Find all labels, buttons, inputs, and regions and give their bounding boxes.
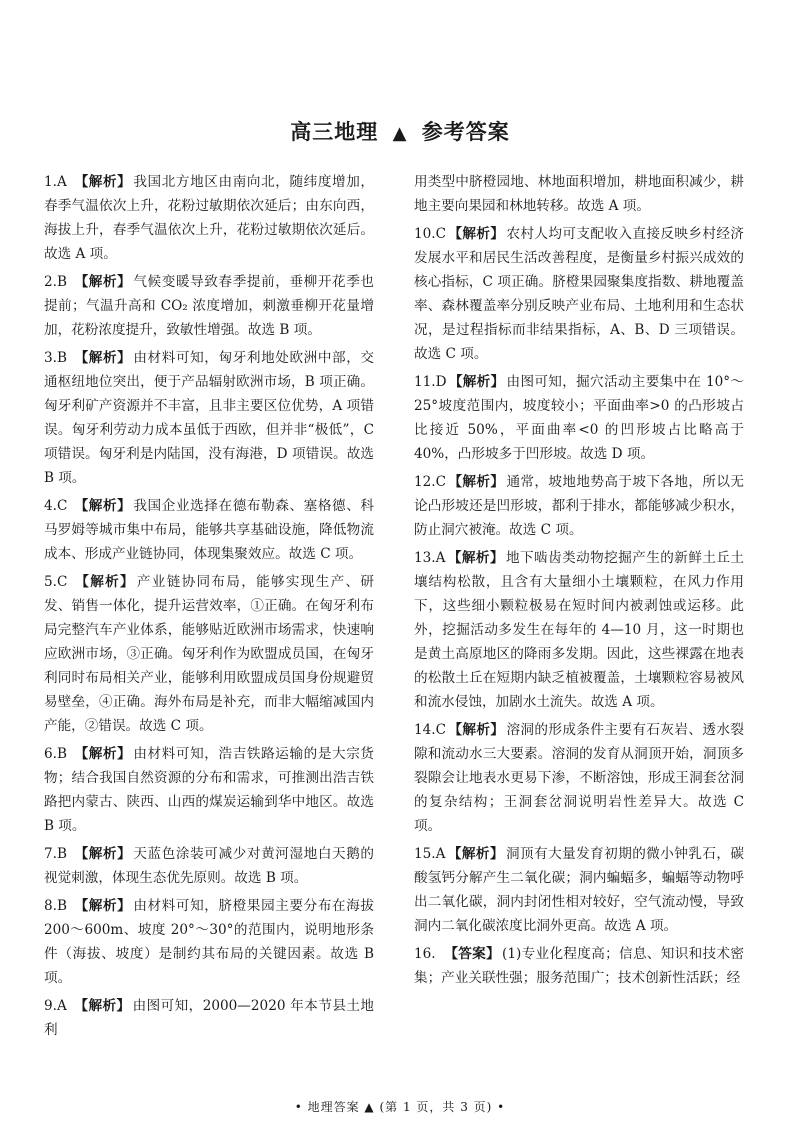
answer-number: 3.B bbox=[44, 350, 67, 366]
answer-item bbox=[44, 346, 374, 490]
answer-item bbox=[44, 842, 374, 890]
answer-text: 由图可知，2000—2020 年本节县土地利 bbox=[44, 998, 374, 1038]
answer-tag: 【解析】 bbox=[448, 226, 505, 242]
answer-tag: 【解析】 bbox=[448, 474, 505, 490]
answer-tag: 【解析】 bbox=[447, 550, 504, 566]
answer-number: 7.B bbox=[44, 846, 67, 862]
answer-number: 9.A bbox=[44, 998, 67, 1014]
answer-text: 由图可知，掘穴活动主要集中在 10°～25°坡度范围内，坡度较小；平面曲率>0 的凸形坡占比接近 50%，平面曲率<0 的凹形坡占比略高于 40%，凸形坡多于凹形坡。故选 D 项。 bbox=[414, 374, 745, 462]
answer-number: 12.C bbox=[414, 474, 447, 490]
answer-number: 4.C bbox=[44, 498, 68, 514]
answer-number: 15.A bbox=[414, 846, 446, 862]
answer-tag: 【解析】 bbox=[74, 746, 132, 762]
answer-text: 溶洞的形成条件主要有石灰岩、透水裂隙和流动水三大要素。溶洞的发育从洞顶开始，洞顶多裂隙会让地表水更易下渗，不断溶蚀，形成王洞套岔洞的复杂结构；王洞套岔洞说明岩性差异大。故选 C 项。 bbox=[414, 722, 745, 834]
answer-text: 由材料可知，浩吉铁路运输的是大宗货物；结合我国自然资源的分布和需求，可推测出浩吉铁路把内蒙古、陕西、山西的煤炭运输到华中地区。故选 B 项。 bbox=[44, 746, 374, 834]
page-title bbox=[0, 116, 800, 146]
answer-tag: 【解析】 bbox=[74, 898, 132, 914]
answer-item bbox=[414, 170, 744, 218]
answer-item bbox=[414, 470, 744, 542]
answer-number: 8.B bbox=[44, 898, 67, 914]
answer-number: 5.C bbox=[44, 574, 68, 590]
answer-number: 11.D bbox=[414, 374, 447, 390]
answer-text: 气候变暖导致春季提前，垂柳开花季也提前；气温升高和 CO₂ 浓度增加，刺激垂柳开花量增加，花粉浓度提升，致敏性增强。故选 B 项。 bbox=[44, 274, 374, 338]
answer-item bbox=[44, 170, 374, 266]
answer-text: 洞顶有大量发育初期的微小钟乳石，碳酸氢钙分解产生二氧化碳；洞内蝙蝠多，蝙蝠等动物呼出二氧化碳，洞内封闭性相对较好，空气流动慢，导致洞内二氧化碳浓度比洞外更高。故选 A 项。 bbox=[414, 846, 745, 934]
answer-tag: 【解析】 bbox=[74, 574, 135, 590]
answer-text: 由材料可知，匈牙利地处欧洲中部，交通枢纽地位突出，便于产品辐射欧洲市场，B 项正确。匈牙利矿产资源并不丰富，且非主要区位优势，A 项错误。匈牙利劳动力成本虽低于西欧，但并非“极低”，C 项错误。匈牙利是内陆国，没有海港，D 项错误。故选 B 项。 bbox=[44, 350, 374, 486]
answer-item bbox=[414, 718, 744, 838]
answer-text: 我国企业选择在德布勒森、塞格德、科马罗姆等城市集中布局，能够共享基础设施，降低物流成本、形成产业链协同，体现集聚效应。故选 C 项。 bbox=[44, 498, 374, 562]
answer-number: 10.C bbox=[414, 226, 447, 242]
answer-item bbox=[414, 942, 744, 990]
answer-tag: 【解析】 bbox=[448, 722, 505, 738]
answer-tag: 【解析】 bbox=[74, 174, 132, 190]
answer-text: 天蓝色涂装可减少对黄河湿地白天鹅的视觉刺激，体现生态优先原则。故选 B 项。 bbox=[44, 846, 374, 886]
answer-tag: 【解析】 bbox=[74, 846, 132, 862]
subtitle-text: 参考答案 bbox=[421, 120, 510, 144]
triangle-symbol: ▲ bbox=[392, 123, 408, 144]
answer-text: 我国北方地区由南向北，随纬度增加，春季气温依次上升，花粉过敏期依次延后；由东向西，海拔上升，春季气温依次上升，花粉过敏期依次延后。故选 A 项。 bbox=[44, 174, 374, 262]
answer-text: 通常，坡地地势高于坡下各地，所以无论凸形坡还是凹形坡，都利于排水，都能够减少积水，防止洞穴被淹。故选 C 项。 bbox=[414, 474, 745, 538]
answer-item bbox=[44, 494, 374, 566]
answer-item bbox=[44, 994, 374, 1042]
answer-text: 用类型中脐橙园地、林地面积增加，耕地面积减少，耕地主要向果园和林地转移。故选 A 项。 bbox=[414, 174, 744, 214]
answer-item bbox=[414, 222, 744, 366]
answer-number: 14.C bbox=[414, 722, 447, 738]
answer-tag: 【答案】 bbox=[444, 946, 501, 962]
answer-number: 6.B bbox=[44, 746, 67, 762]
answer-item bbox=[44, 894, 374, 990]
answer-text: 地下啮齿类动物挖掘产生的新鲜土丘土壤结构松散，且含有大量细小土壤颗粒，在风力作用下，这些细小颗粒极易在短时间内被剥蚀或运移。此外，挖掘活动多发生在每年的 4—10 月，这一时期也是黄土高原地区的降雨多发期。因此，这些裸露在地表的松散土丘在短期内缺乏植被覆盖，土壤颗粒容易被风和流水侵蚀，加剧水土流失。故选 A 项。 bbox=[414, 550, 745, 710]
right-column bbox=[414, 170, 744, 994]
answer-number: 1.A bbox=[44, 174, 67, 190]
answer-item bbox=[414, 370, 744, 466]
answer-text: 农村人均可支配收入直接反映乡村经济发展水平和居民生活改善程度，是衡量乡村振兴成效的核心指标，C 项正确。脐橙果园聚集度指数、耕地覆盖率、森林覆盖率分别反映产业布局、土地利用和生态状况，是过程指标而非结果指标，A、B、D 三项错误。故选 C 项。 bbox=[414, 226, 745, 362]
answer-tag: 【解析】 bbox=[74, 498, 132, 514]
answer-text: (1)专业化程度高；信息、知识和技术密集；产业关联性强；服务范围广；技术创新性活跃；经 bbox=[414, 946, 744, 986]
answer-number: 16. bbox=[414, 946, 436, 962]
answer-item bbox=[44, 570, 374, 738]
answer-number: 13.A bbox=[414, 550, 446, 566]
answer-text: 由材料可知，脐橙果园主要分布在海拔 200～600m、坡度 20°～30°的范围内，说明地形条件（海拔、坡度）是制约其布局的关键因素。故选 B 项。 bbox=[44, 898, 374, 986]
answer-item bbox=[44, 270, 374, 342]
left-column bbox=[44, 170, 374, 1046]
answer-text: 产业链协同布局，能够实现生产、研发、销售一体化，提升运营效率，①正确。在匈牙利布局完整汽车产业体系，能够贴近欧洲市场需求，快速响应欧洲市场，③正确。匈牙利作为欧盟成员国，在匈牙利同时布局相关产业，能够利用欧盟成员国身份规避贸易壁垒，④正确。海外布局是补充，而非大幅缩减国内产能，②错误。故选 C 项。 bbox=[44, 574, 374, 734]
answer-tag: 【解析】 bbox=[74, 998, 131, 1014]
answer-tag: 【解析】 bbox=[74, 350, 132, 366]
answer-number: 2.B bbox=[44, 274, 67, 290]
answer-tag: 【解析】 bbox=[448, 374, 505, 390]
page-footer: • 地理答案 ▲ (第 1 页，共 3 页) • bbox=[294, 1100, 506, 1114]
answer-tag: 【解析】 bbox=[447, 846, 504, 862]
answer-item bbox=[44, 742, 374, 838]
answer-tag: 【解析】 bbox=[74, 274, 132, 290]
title-text: 高三地理 bbox=[290, 120, 379, 144]
answer-item bbox=[414, 546, 744, 714]
answer-item bbox=[414, 842, 744, 938]
